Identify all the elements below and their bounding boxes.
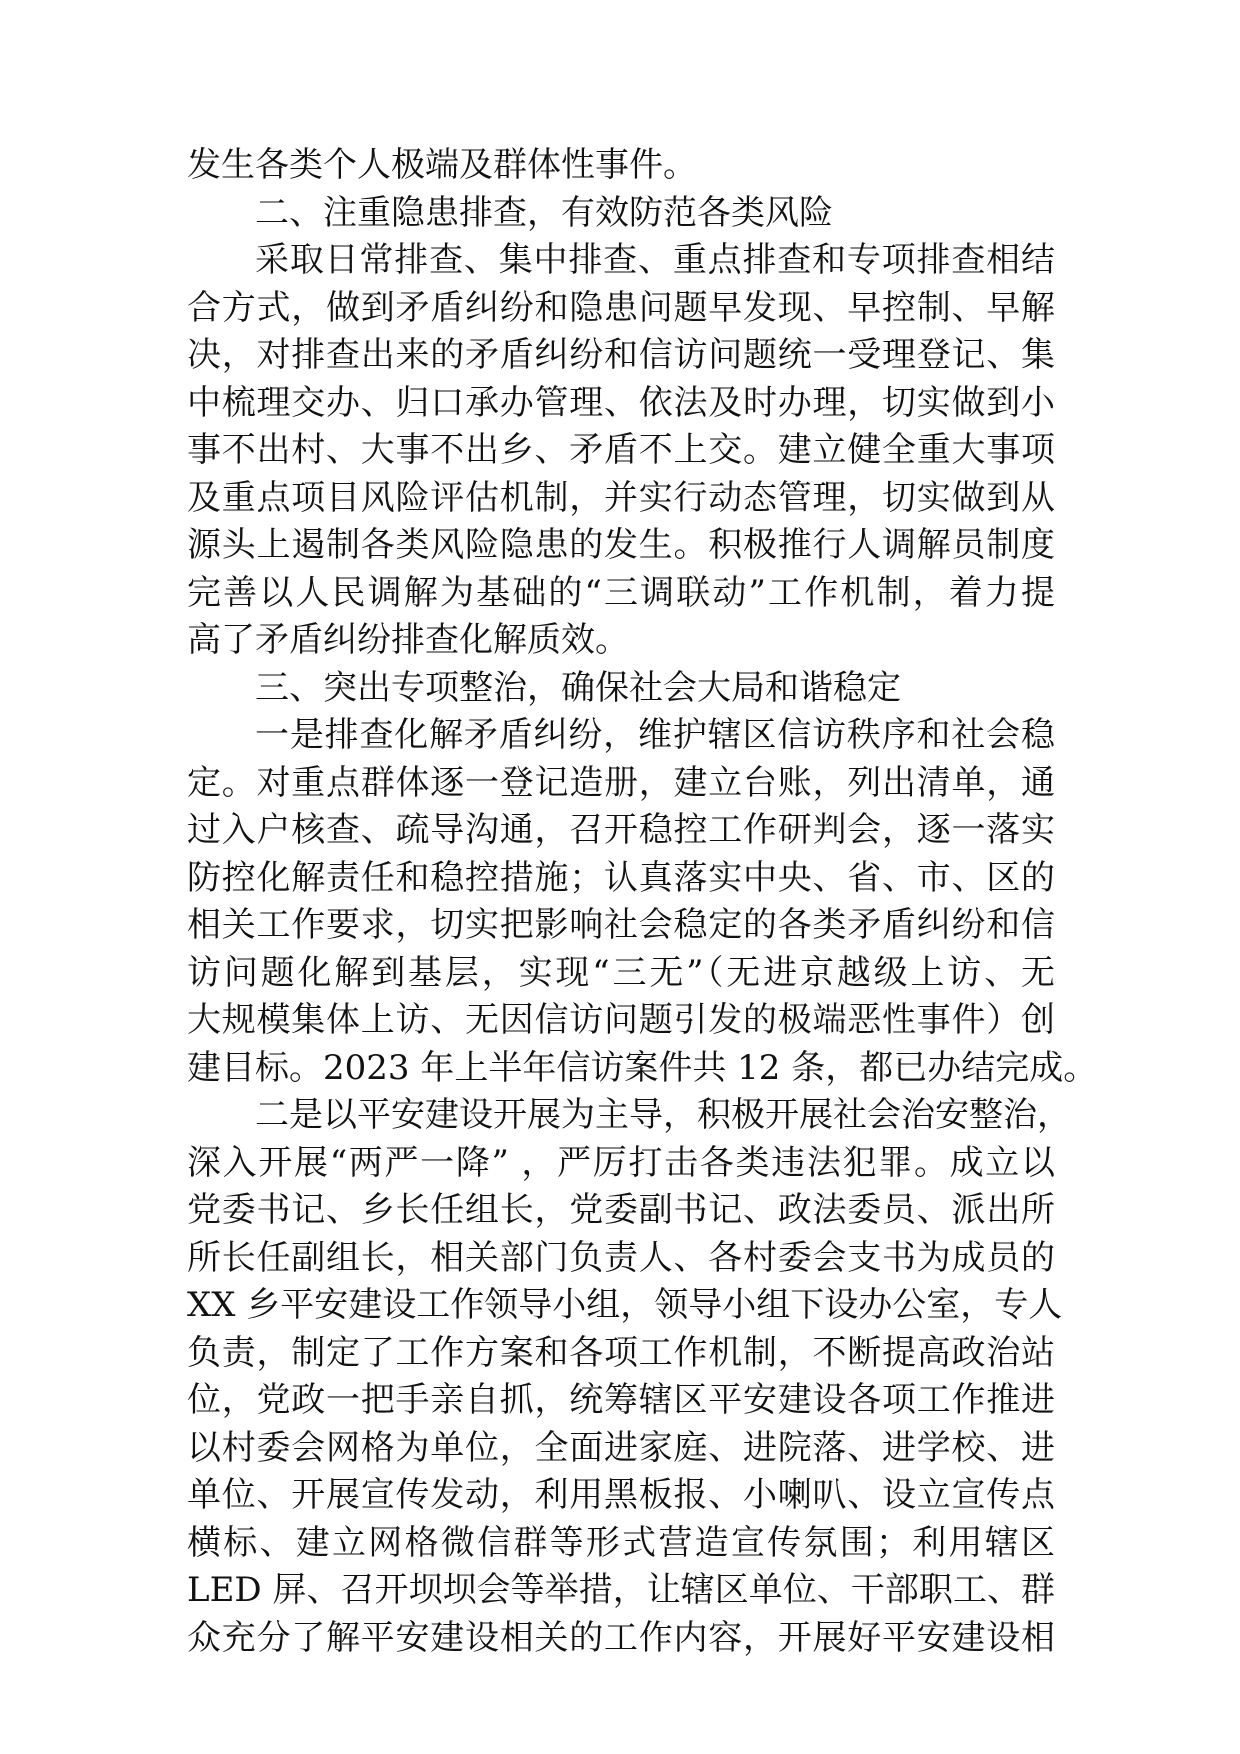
text-line: 防控化解责任和稳控措施；认真落实中央、省、市、区的	[187, 857, 1055, 898]
document-body	[187, 142, 1098, 1662]
text-line: 高了矛盾纠纷排查化解质效。	[187, 620, 629, 660]
text-line: 定。对重点群体逐一登记造册，建立台账，列出清单，通	[187, 762, 1055, 803]
text-line: 横标、建立网格微信群等形式营造宣传氛围；利用辖区	[187, 1522, 1055, 1563]
text-line: 深入开展“两严一降” ，严厉打击各类违法犯罪。成立以	[187, 1142, 1055, 1183]
text-line: 大规模集体上访、无因信访问题引发的极端恶性事件）创	[187, 1000, 1055, 1040]
text-line: 位，党政一把手亲自抓，统筹辖区平安建设各项工作推进	[187, 1380, 1055, 1420]
text-line: 中梳理交办、归口承办管理、依法及时办理，切实做到小	[187, 382, 1055, 423]
text-line: 负责，制定了工作方案和各项工作机制，不断提高政治站	[187, 1332, 1055, 1373]
text-line: 合方式，做到矛盾纠纷和隐患问题早发现、早控制、早解	[187, 287, 1055, 328]
text-line: 建目标。2023 年上半年信访案件共 12 条，都已办结完成。	[187, 1047, 1098, 1088]
text-line: 二、注重隐患排查，有效防范各类风险	[255, 192, 833, 233]
text-line: 三、突出专项整治，确保社会大局和谐稳定	[255, 667, 901, 708]
text-line: 众充分了解平安建设相关的工作内容，开展好平安建设相	[187, 1617, 1055, 1658]
text-line: 所长任副组长，相关部门负责人、各村委会支书为成员的	[187, 1237, 1055, 1278]
text-line: 完善以人民调解为基础的“三调联动”工作机制，着力提	[187, 572, 1055, 613]
text-line: 以村委会网格为单位，全面进家庭、进院落、进学校、进	[187, 1427, 1055, 1468]
text-line: 事不出村、大事不出乡、矛盾不上交。建立健全重大事项	[187, 430, 1055, 470]
text-line: 采取日常排查、集中排查、重点排查和专项排查相结	[255, 240, 1055, 280]
text-line: 发生各类个人极端及群体性事件。	[187, 145, 697, 185]
text-line: 及重点项目风险评估机制，并实行动态管理，切实做到从	[187, 477, 1055, 518]
text-line: 访问题化解到基层，实现“三无”（无进京越级上访、无	[187, 952, 1055, 993]
text-line: 决，对排查出来的矛盾纠纷和信访问题统一受理登记、集	[187, 335, 1055, 375]
text-line: 相关工作要求，切实把影响社会稳定的各类矛盾纠纷和信	[187, 905, 1055, 945]
text-line: 单位、开展宣传发动，利用黑板报、小喇叭、设立宣传点	[187, 1475, 1055, 1515]
text-line: 过入户核查、疏导沟通，召开稳控工作研判会，逐一落实	[187, 810, 1055, 850]
text-line: 党委书记、乡长任组长，党委副书记、政法委员、派出所	[187, 1190, 1055, 1230]
text-line: 一是排查化解矛盾纠纷，维护辖区信访秩序和社会稳	[255, 715, 1055, 755]
text-line: 源头上遏制各类风险隐患的发生。积极推行人调解员制度	[187, 525, 1055, 565]
text-line: XX 乡平安建设工作领导小组，领导小组下设办公室，专人	[187, 1285, 1063, 1325]
text-line: LED 屏、召开坝坝会等举措，让辖区单位、干部职工、群	[187, 1570, 1055, 1610]
document-page	[187, 142, 1098, 1662]
text-line: 二是以平安建设开展为主导，积极开展社会治安整治，	[255, 1095, 1071, 1135]
